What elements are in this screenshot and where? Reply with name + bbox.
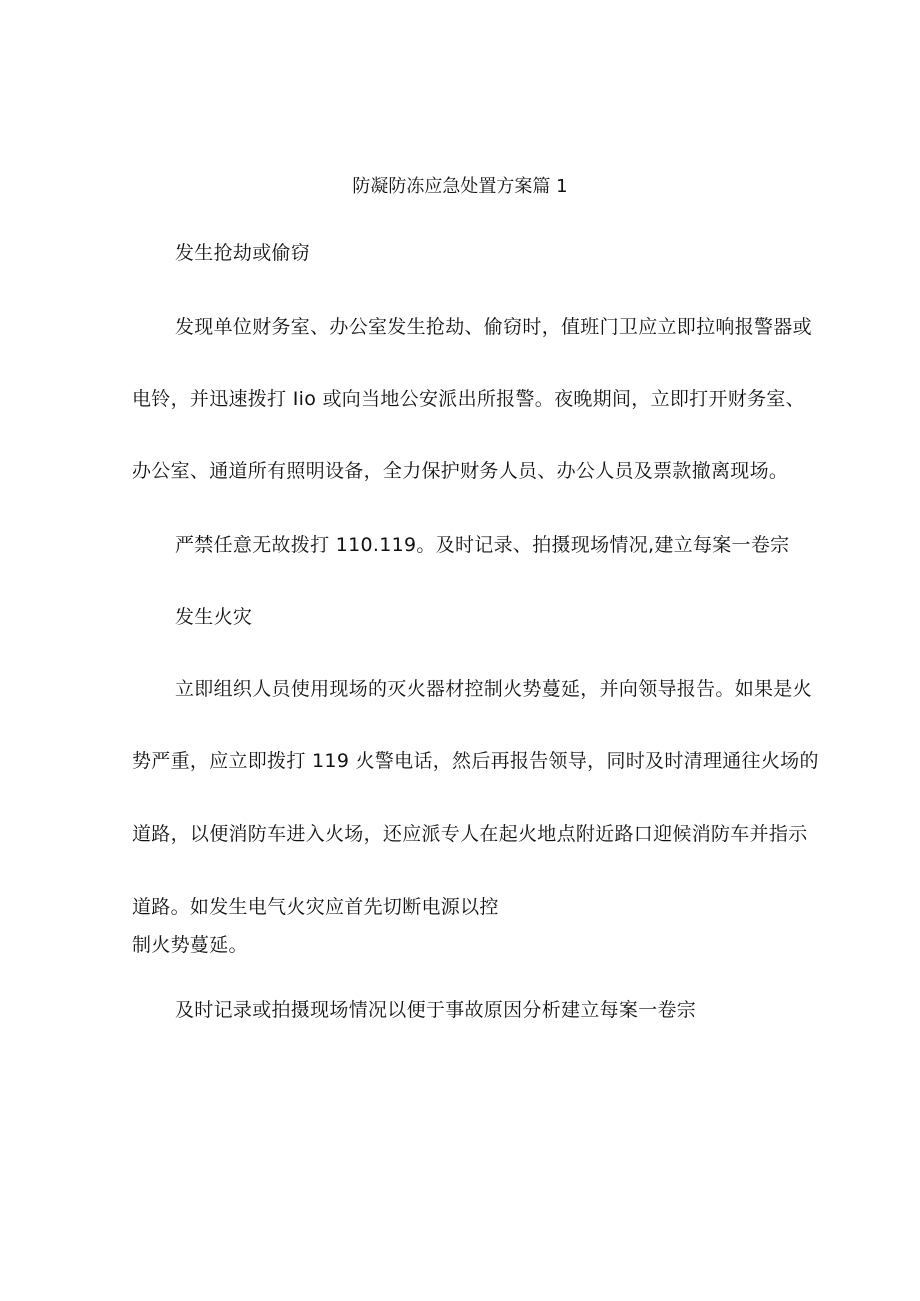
paragraph-line: 及时记录或拍摄现场情况以便于事故原因分析建立每案一卷宗 — [175, 999, 697, 1021]
paragraph-line: 电铃，并迅速拨打 Iio 或向当地公安派出所报警。夜晚期间，立即打开财务室、 — [132, 388, 805, 410]
paragraph-line: 势严重，应立即拨打 119 火警电话，然后再报告领导，同时及时清理通往火场的 — [132, 750, 819, 772]
paragraph-line: 立即组织人员使用现场的灭火器材控制火势蔓延，并向领导报告。如果是火 — [175, 678, 812, 700]
paragraph-line: 道路。如发生电气火灾应首先切断电源以控 — [132, 896, 499, 918]
paragraph-line: 严禁任意无故拨打 110.119。及时记录、拍摄现场情况,建立每案一卷宗 — [175, 534, 790, 556]
paragraph-line: 办公室、通道所有照明设备，全力保护财务人员、办公人员及票款撤离现场。 — [132, 460, 789, 482]
section-heading-fire: 发生火灾 — [175, 606, 253, 628]
section-heading-robbery: 发生抢劫或偷窃 — [175, 242, 311, 264]
document-title: 防凝防冻应急处置方案篇 1 — [352, 176, 568, 197]
paragraph-line: 发现单位财务室、办公室发生抢劫、偷窃时，值班门卫应立即拉响报警器或 — [175, 316, 812, 338]
paragraph-line: 道路，以便消防车进入火场，还应派专人在起火地点附近路口迎候消防车并指示 — [132, 823, 808, 845]
paragraph-line: 制火势蔓延。 — [132, 934, 248, 956]
